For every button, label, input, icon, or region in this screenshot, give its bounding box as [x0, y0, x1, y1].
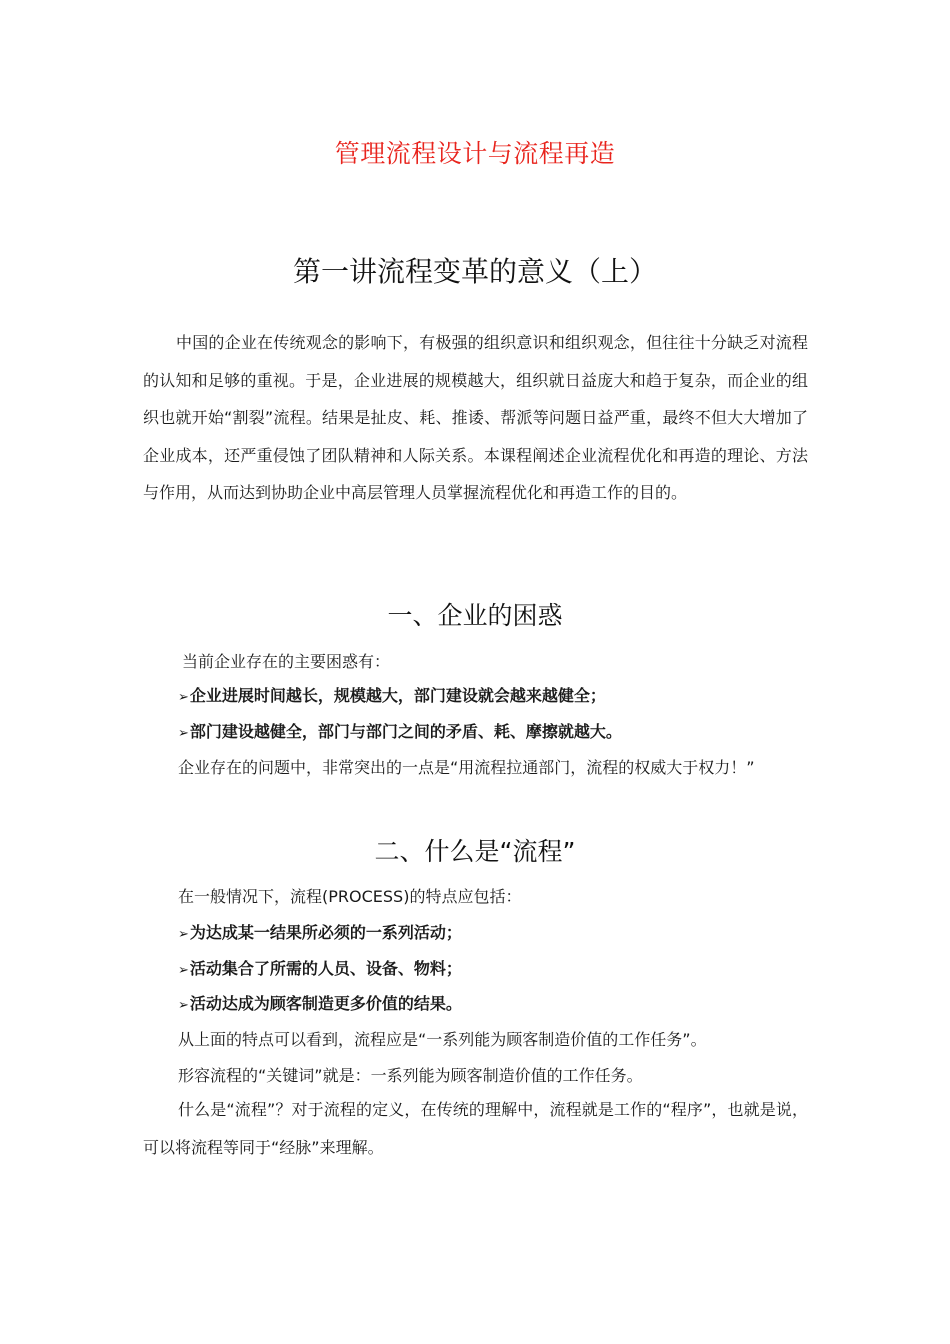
section2-line1: 从上面的特点可以看到，流程应是“一系列能为顾客制造价值的工作任务”。	[178, 1030, 707, 1049]
arrow-bullet-icon: ➢	[178, 963, 189, 978]
bullet-item	[178, 956, 462, 979]
bullet-text: 活动集合了所需的人员、设备、物料；	[189, 959, 462, 978]
section2-line2: 形容流程的“关键词”就是：一系列能为顾客制造价值的工作任务。	[178, 1066, 643, 1085]
section1-closing: 企业存在的问题中，非常突出的一点是“用流程拉通部门，流程的权威大于权力！”	[178, 758, 755, 777]
section2-lead: 在一般情况下，流程(PROCESS)的特点应包括：	[178, 887, 522, 906]
bullet-text: 部门建设越健全，部门与部门之间的矛盾、耗、摩擦就越大。	[189, 722, 622, 741]
section-heading-process: 二、什么是“流程”	[374, 837, 576, 866]
bullet-text: 活动达成为顾客制造更多价值的结果。	[189, 994, 462, 1013]
bullet-item	[178, 991, 462, 1014]
bullet-item	[178, 920, 462, 943]
document-title: 管理流程设计与流程再造	[334, 139, 616, 168]
section-heading-confusion: 一、企业的困惑	[387, 601, 563, 630]
bullet-text: 为达成某一结果所必须的一系列活动；	[189, 923, 462, 942]
intro-paragraph: 中国的企业在传统观念的影响下，有极强的组织意识和组织观念，但往往十分缺乏对流程的认知和足够的重视。于是，企业进展的规模越大，组织就日益庞大和趋于复杂，而企业的组织也就开始“割裂”流程。结果是扯皮、耗、推诿、帮派等问题日益严重，最终不但大大增加了企业成本，还严重侵蚀了团队精神和人际关系。本课程阐述企业流程优化和再造的理论、方法与作用，从而达到协助企业中高层管理人员掌握流程优化和再造工作的目的。	[143, 333, 808, 502]
bullet-text: 企业进展时间越长，规模越大，部门建设就会越来越健全；	[189, 686, 606, 705]
bullet-item	[178, 683, 606, 706]
bullet-item	[178, 719, 622, 742]
section1-lead: 当前企业存在的主要困惑有：	[182, 652, 391, 671]
process-definition-paragraph: 什么是“流程”？对于流程的定义，在传统的理解中，流程就是工作的“程序”，也就是说，可以将流程等同于“经脉”来理解。	[143, 1100, 808, 1157]
lecture-title: 第一讲流程变革的意义（上）	[292, 255, 657, 288]
arrow-bullet-icon: ➢	[178, 726, 189, 741]
arrow-bullet-icon: ➢	[178, 927, 189, 942]
arrow-bullet-icon: ➢	[178, 998, 189, 1013]
arrow-bullet-icon: ➢	[178, 690, 189, 705]
